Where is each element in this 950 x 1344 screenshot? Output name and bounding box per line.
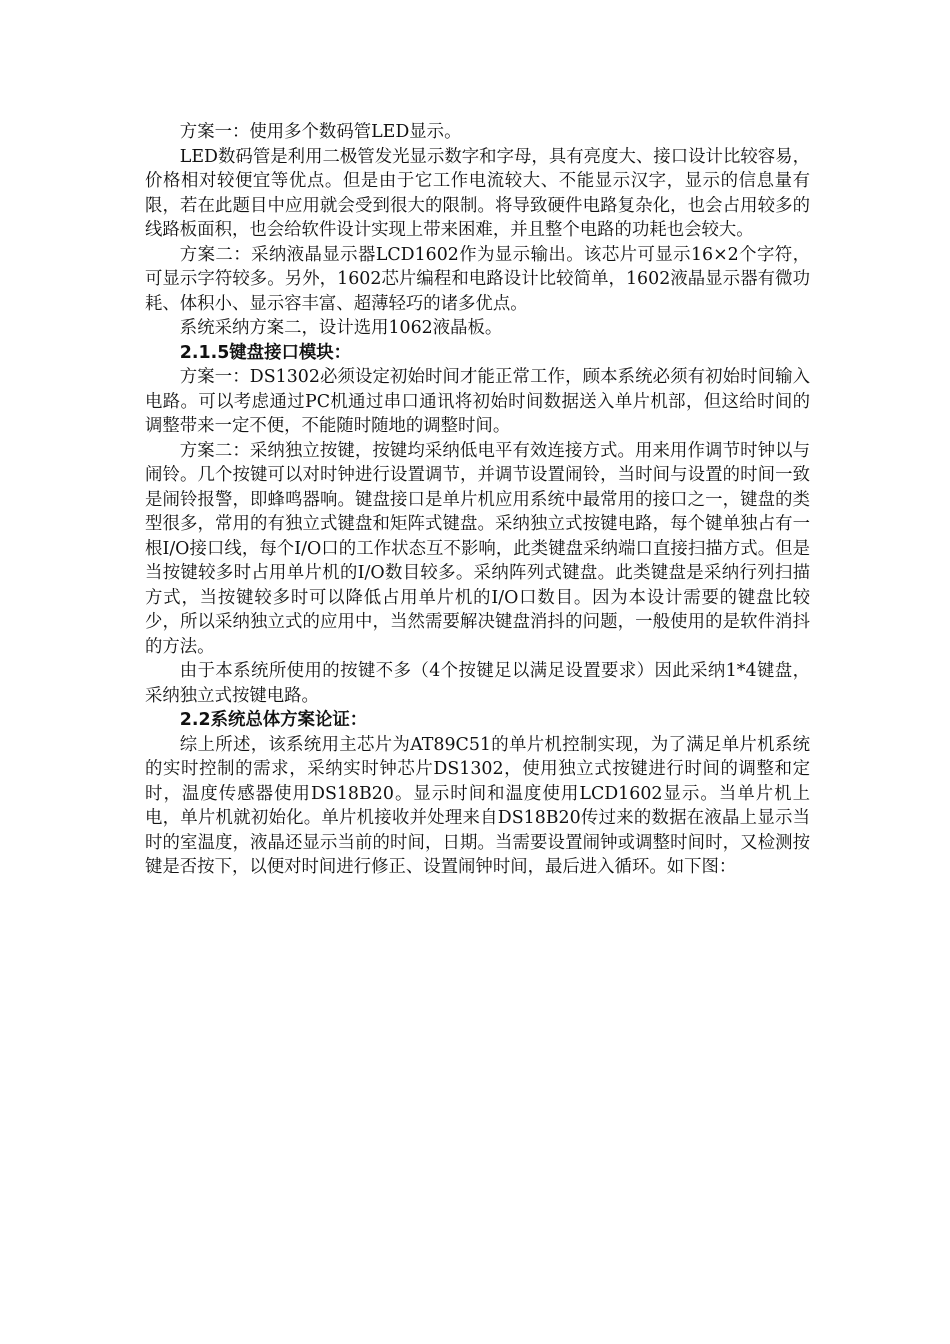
paragraph-keyboard-scheme2: 方案二：采纳独立按键，按键均采纳低电平有效连接方式。用来用作调节时钟以与闹铃。几个按键可以对时钟进行设置调节，并调节设置闹铃，当时间与设置的时间一致是闹铃报警，即蜂鸣器响。键盘接口是单片机应用系统中最常用的接口之一，键盘的类型很多，常用的有独立式键盘和矩阵式键盘。采纳独立式按键电路，每个键单独占有一根I/O接口线，每个I/O口的工作状态互不影响，此类键盘采纳端口直接扫描方式。但是当按键较多时占用单片机的I/O数目较多。采纳阵列式键盘。此类键盘是采纳行列扫描方式，当按键较多时可以降低占用单片机的I/O口数目。因为本设计需要的键盘比较少，所以采纳独立式的应用中，当然需要解决键盘消抖的问题，一般使用的是软件消抖的方法。: [145, 440, 810, 657]
paragraph-keyboard-conclusion: 由于本系统所使用的按键不多（4个按键足以满足设置要求）因此采纳1*4键盘，采纳独立式按键电路。: [145, 661, 810, 706]
paragraph-overall-summary: 综上所述，该系统用主芯片为AT89C51的单片机控制实现，为了满足单片机系统的实时控制的需求，采纳实时钟芯片DS1302，使用独立式按键进行时间的调整和定时，温度传感器使用DS18B20。显示时间和温度使用LCD1602显示。当单片机上电，单片机就初始化。单片机接收并处理来自DS18B20传过来的数据在液晶上显示当时的室温度，液晶还显示当前的时间，日期。当需要设置闹钟或调整时间时，又检测按键是否按下，以便对时间进行修正、设置闹钟时间，最后进入循环。如下图：: [145, 734, 810, 877]
section-heading-overall: 2.2系统总体方案论证：: [179, 710, 368, 730]
section-heading-keyboard: 2.1.5键盘接口模块：: [179, 342, 352, 363]
paragraph-keyboard-scheme1: 方案一：DS1302必须设定初始时间才能正常工作，顾本系统必须有初始时间输入电路。可以考虑通过PC机通过串口通讯将初始时间数据送入单片机部，但这给时间的调整带来一定不便，不能随时随地的调整时间。: [145, 367, 810, 436]
paragraph-led-description: LED数码管是利用二极管发光显示数字和字母，具有亮度大、接口设计比较容易，价格相对较便宜等优点。但是由于它工作电流较大、不能显示汉字，显示的信息量有限，若在此题目中应用就会受到很大的限制。将导致硬件电路复杂化，也会占用较多的线路板面积，也会给软件设计实现上带来困难，并且整个电路的功耗也会较大。: [145, 146, 810, 240]
paragraph-display-conclusion: 系统采纳方案二，设计选用1062液晶板。: [179, 318, 503, 338]
paragraph-scheme1-title: 方案一：使用多个数码管LED显示。: [179, 122, 462, 142]
document-body: [145, 120, 810, 880]
paragraph-lcd-scheme: 方案二：采纳液晶显示器LCD1602作为显示输出。该芯片可显示16×2个字符，可显示字符较多。另外，1602芯片编程和电路设计比较简单，1602液晶显示器有微功耗、体积小、显示容丰富、超薄轻巧的诸多优点。: [145, 244, 810, 314]
